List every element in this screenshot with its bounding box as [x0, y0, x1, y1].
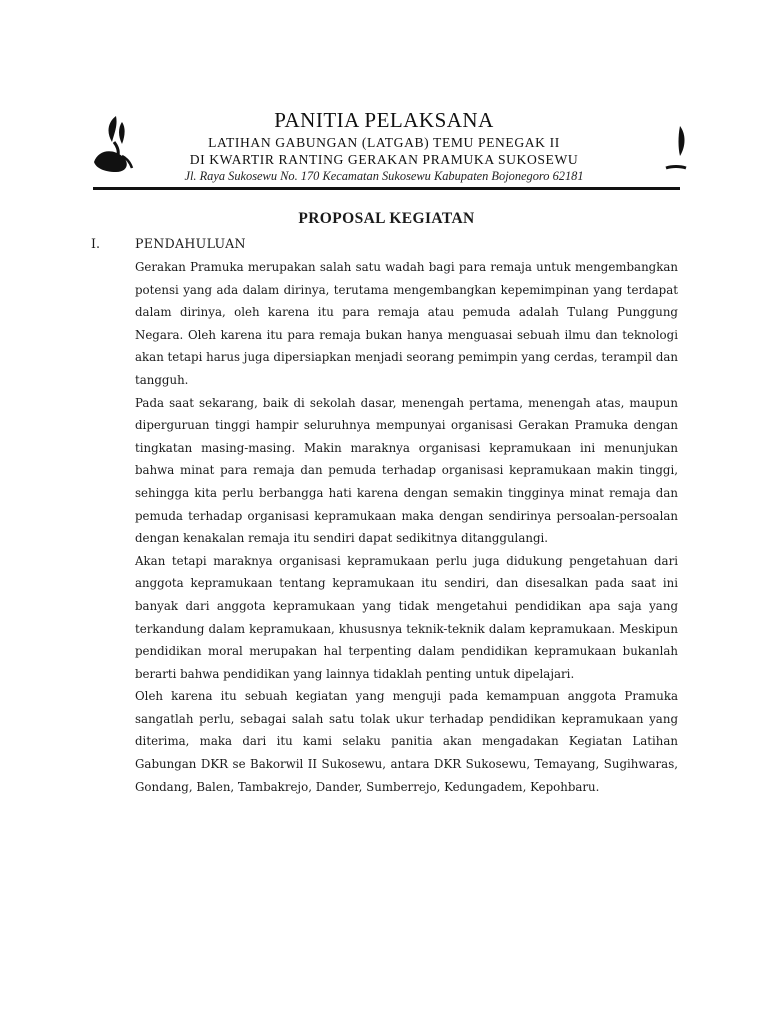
section-body [135, 256, 678, 798]
letterhead-title: PANITIA PELAKSANA [274, 108, 494, 132]
section-title: PENDAHULUAN [135, 236, 246, 251]
document-title: PROPOSAL KEGIATAN [298, 210, 475, 227]
emblem-partial-icon [664, 124, 688, 174]
letterhead-subtitle-location: DI KWARTIR RANTING GERAKAN PRAMUKA SUKOSEWU [189, 152, 579, 167]
paragraph: Pada saat sekarang, baik di sekolah dasar, menengah pertama, menengah atas, maupun diperguruan tinggi hampir seluruhnya mempunyai organisasi Gerakan Pramuka dengan tingkatan masing-masing. Makin maraknya organisasi kepramukaan ini menunjukan bahwa minat para remaja dan pemuda terhadap organisasi kepramukaan makin tinggi, sehingga kita perlu berbangga hati karena dengan semakin tingginya minat remaja dan pemuda terhadap organisasi kepramukaan maka dengan sendirinya persoalan-persoalan dengan kenakalan remaja itu sendiri dapat sedikitnya ditanggulangi. [135, 395, 678, 546]
section-number: I. [91, 236, 100, 251]
letterhead-subtitle: LATIHAN GABUNGAN (LATGAB) TEMU PENEGAK II [208, 135, 560, 150]
paragraph: Gerakan Pramuka merupakan salah satu wadah bagi para remaja untuk mengembangkan potensi yang ada dalam dirinya, terutama mengembangkan kepemimpinan yang terdapat dalam dirinya, oleh karena itu para remaja atau pemuda adalah Tulang Punggung Negara. Oleh karena itu para remaja bukan hanya menguasai sebuah ilmu dan teknologi akan tetapi harus juga dipersiapkan menjadi seorang pemimpin yang cerdas, terampil dan tangguh. [135, 260, 678, 387]
letterhead-address: Jl. Raya Sukosewu No. 170 Kecamatan Sukosewu Kabupaten Bojonegoro 62181 [184, 169, 584, 183]
letterhead-divider [93, 187, 680, 190]
paragraph: Oleh karena itu sebuah kegiatan yang menguji pada kemampuan anggota Pramuka sangatlah perlu, sebagai salah satu tolak ukur terhadap pendidikan kepramukaan yang diterima, maka dari itu kami selaku panitia akan mengadakan Kegiatan Latihan Gabungan DKR se Bakorwil II Sukosewu, antara DKR Sukosewu, Temayang, Sugihwaras, Gondang, Balen, Tambakrejo, Dander, Sumberrejo, Kedungadem, Kepohbaru. [135, 689, 678, 794]
paragraph: Akan tetapi maraknya organisasi kepramukaan perlu juga didukung pengetahuan dari anggota kepramukaan tentang kepramukaan itu sendiri, dan disesalkan pada saat ini banyak dari anggota kepramukaan yang tidak mengetahui pendidikan apa saja yang terkandung dalam kepramukaan, khususnya teknik-teknik dalam kepramukaan. Meskipun pendidikan moral merupakan hal terpenting dalam pendidikan kepramukaan bukanlah berarti bahwa pendidikan yang lainnya tidaklah penting untuk dipelajari. [135, 553, 678, 681]
